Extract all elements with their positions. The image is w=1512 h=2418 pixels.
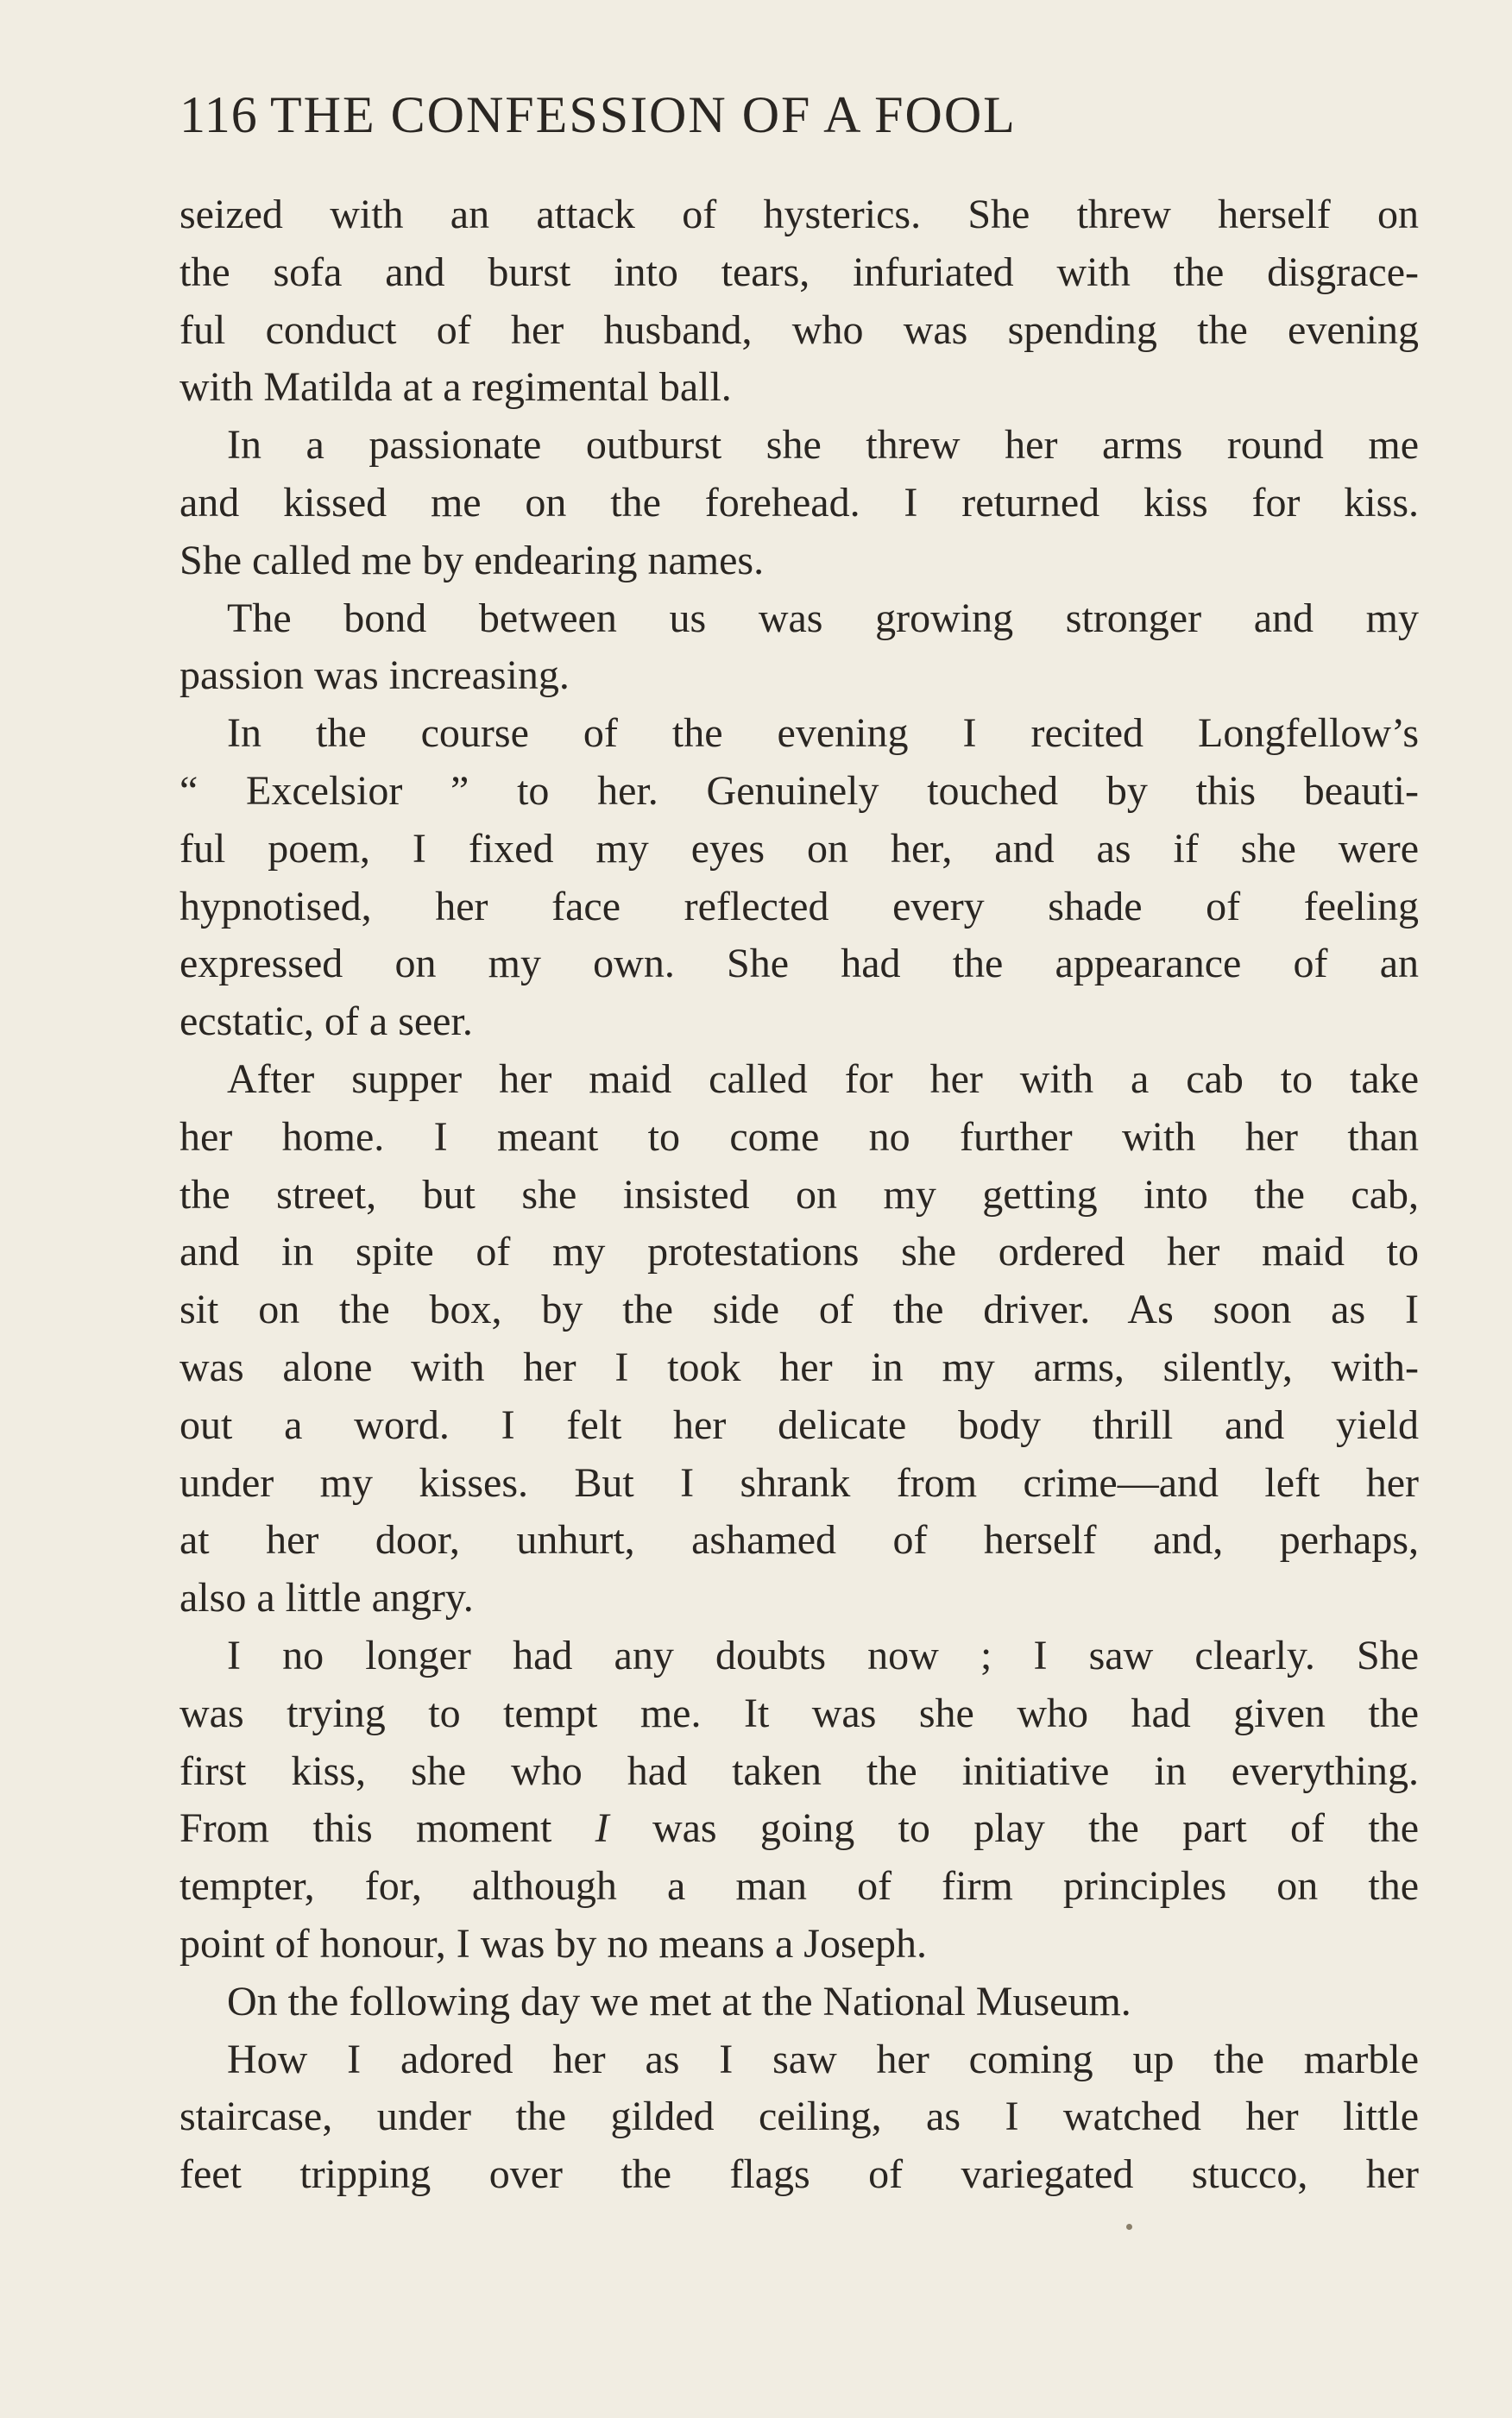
text-line: and kissed me on the forehead. I returned kiss for kiss.: [180, 479, 1419, 526]
body-text: [180, 186, 1419, 2204]
text-line: also a little angry.: [180, 1575, 474, 1621]
text-line: expressed on my own. She had the appearance of an: [180, 941, 1419, 987]
text-line: the sofa and burst into tears, infuriated with the disgrace-: [180, 249, 1419, 295]
line-segment: was going to play the part of the: [608, 1805, 1419, 1852]
text-line: was alone with her I took her in my arms, silently, with-: [180, 1344, 1419, 1390]
text-line: point of honour, I was by no means a Joseph.: [180, 1920, 927, 1967]
page-number: 116: [180, 86, 258, 143]
text-line: After supper her maid called for her with a cab to take: [227, 1055, 1419, 1102]
line-segment: From this moment: [180, 1805, 595, 1852]
text-line: In a passionate outburst she threw her arms round me: [227, 422, 1419, 469]
text-line: out a word. I felt her delicate body thrill and yield: [180, 1401, 1419, 1448]
text-line: with Matilda at a regimental ball.: [180, 364, 732, 411]
text-line: She called me by endearing names.: [180, 537, 765, 583]
text-line: staircase, under the gilded ceiling, as I watched her little: [180, 2094, 1419, 2140]
text-line: the street, but she insisted on my getting into the cab,: [180, 1171, 1419, 1218]
text-line: ful poem, I fixed my eyes on her, and as if she were: [180, 825, 1419, 872]
text-line: ecstatic, of a seer.: [180, 998, 473, 1045]
running-title: THE CONFESSION OF A FOOL: [270, 86, 1017, 143]
text-line: sit on the box, by the side of the driver. As soon as I: [180, 1287, 1419, 1333]
text-line: In the course of the evening I recited Longfellow’s: [227, 710, 1419, 757]
text-line: first kiss, she who had taken the initiative in everything.: [180, 1747, 1419, 1794]
text-line: How I adored her as I saw her coming up the marble: [227, 2036, 1419, 2082]
text-line: was trying to tempt me. It was she who had given the: [180, 1690, 1419, 1736]
text-line: ful conduct of her husband, who was spending the evening: [180, 306, 1419, 353]
text-line: The bond between us was growing stronger and my: [227, 595, 1419, 641]
text-line: tempter, for, although a man of firm principles on the: [180, 1863, 1419, 1910]
text-line: under my kisses. But I shrank from crime—and left her: [180, 1459, 1419, 1506]
text-line: [180, 1800, 1419, 1858]
text-line: hypnotised, her face reflected every shade of feeling: [180, 883, 1419, 929]
text-line: at her door, unhurt, ashamed of herself and, perhaps,: [180, 1517, 1419, 1564]
speck-mark: [1126, 2224, 1132, 2230]
text-line: I no longer had any doubts now ; I saw clearly. She: [227, 1632, 1419, 1678]
text-line: her home. I meant to come no further with her than: [180, 1113, 1419, 1160]
text-line: On the following day we met at the National Museum.: [227, 1978, 1131, 2024]
text-line: feet tripping over the flags of variegated stucco, her: [180, 2151, 1419, 2198]
running-head: [180, 85, 1222, 145]
text-line: and in spite of my protestations she ordered her maid to: [180, 1229, 1419, 1275]
text-line: seized with an attack of hysterics. She threw herself on: [180, 192, 1419, 237]
text-line: “ Excelsior ” to her. Genuinely touched by this beauti-: [180, 767, 1419, 814]
italic-emphasis: I: [595, 1805, 609, 1852]
text-line: passion was increasing.: [180, 652, 570, 699]
